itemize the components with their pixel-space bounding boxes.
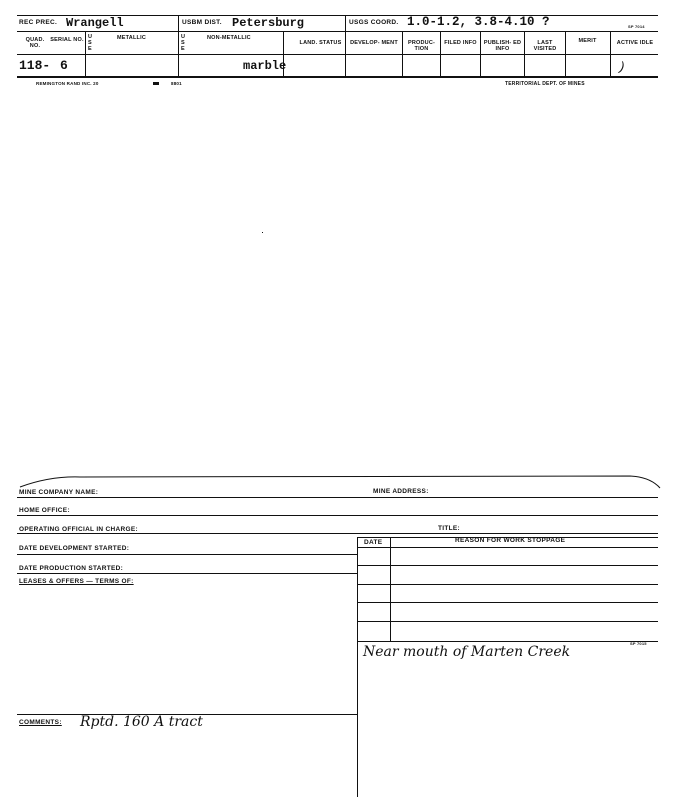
header-serial-no: SERIAL NO.: [50, 37, 84, 43]
leases-label: LEASES & OFFERS — TERMS OF:: [19, 578, 134, 585]
header-last-visited: LAST VISITED: [533, 40, 557, 52]
footer-publisher: REMINGTON RAND INC. 20: [36, 81, 99, 86]
mine-address-label: MINE ADDRESS:: [373, 488, 429, 495]
header-production: PRODUC- TION: [407, 40, 436, 52]
center-vertical-divider: [357, 537, 358, 797]
comments-value: Rptd. 160 A tract: [80, 714, 203, 730]
footer-dept: TERRITORIAL DEPT. OF MINES: [505, 81, 585, 87]
date-development-label: DATE DEVELOPMENT STARTED:: [19, 545, 130, 552]
company-line: [17, 497, 658, 498]
usgs-coord-value: 1.0-1.2, 3.8-4.10 ?: [407, 15, 550, 29]
top-form-number: SP 7014: [628, 24, 645, 29]
home-office-line: [17, 515, 658, 516]
rec-prec-value: Wrangell: [66, 16, 124, 30]
official-line: [17, 533, 658, 534]
header-use-nonmetallic: U S E: [181, 34, 186, 52]
header-published-info: PUBLISH- ED INFO: [483, 40, 522, 52]
stoppage-date-divider: [390, 537, 391, 641]
title-label: TITLE:: [438, 525, 461, 532]
header-merit: MERIT: [578, 38, 597, 44]
rec-prec-label: REC PREC.: [19, 19, 58, 26]
stoppage-row-1: [357, 565, 658, 566]
reason-column-label: REASON FOR WORK STOPPAGE: [455, 537, 566, 544]
header-filed-info: FILED INFO: [444, 40, 477, 46]
quad-no-value: 118-: [19, 58, 51, 73]
date-production-label: DATE PRODUCTION STARTED:: [19, 565, 124, 572]
header-use-metallic: U S E: [88, 34, 93, 52]
usgs-coord-label: USGS COORD.: [349, 19, 399, 26]
footer-code: 8801: [171, 81, 182, 86]
header-development: DEVELOP- MENT: [350, 40, 398, 46]
stoppage-row-4: [357, 621, 658, 622]
mine-company-name-label: MINE COMPANY NAME:: [19, 489, 99, 496]
stoppage-row-2: [357, 584, 658, 585]
header-land-status: LAND. STATUS: [299, 40, 342, 46]
header-quad-no: QUAD. NO.: [25, 37, 45, 49]
production-line: [17, 573, 358, 574]
handwritten-location-note: Near mouth of Marten Creek: [363, 644, 571, 660]
header-active-idle: ACTIVE IDLE: [616, 40, 654, 46]
header-non-metallic: NON-METALLIC: [207, 35, 251, 41]
header-metallic: METALLIC: [117, 35, 146, 41]
operating-official-label: OPERATING OFFICIAL IN CHARGE:: [19, 526, 138, 533]
stoppage-row-5: [357, 641, 658, 642]
active-idle-mark: ): [617, 58, 627, 75]
date-column-label: DATE: [364, 539, 383, 546]
usbm-dist-label: USBM DIST.: [182, 19, 222, 26]
comments-label: COMMENTS:: [19, 719, 62, 726]
stoppage-row-3: [357, 602, 658, 603]
home-office-label: HOME OFFICE:: [19, 507, 70, 514]
usbm-dist-value: Petersburg: [232, 16, 305, 30]
bottom-form-number: SP 7015: [630, 641, 647, 646]
non-metallic-value: marble: [243, 59, 287, 73]
development-line: [17, 554, 358, 555]
stoppage-header-line: [357, 547, 658, 548]
serial-no-value: 6: [60, 58, 68, 73]
